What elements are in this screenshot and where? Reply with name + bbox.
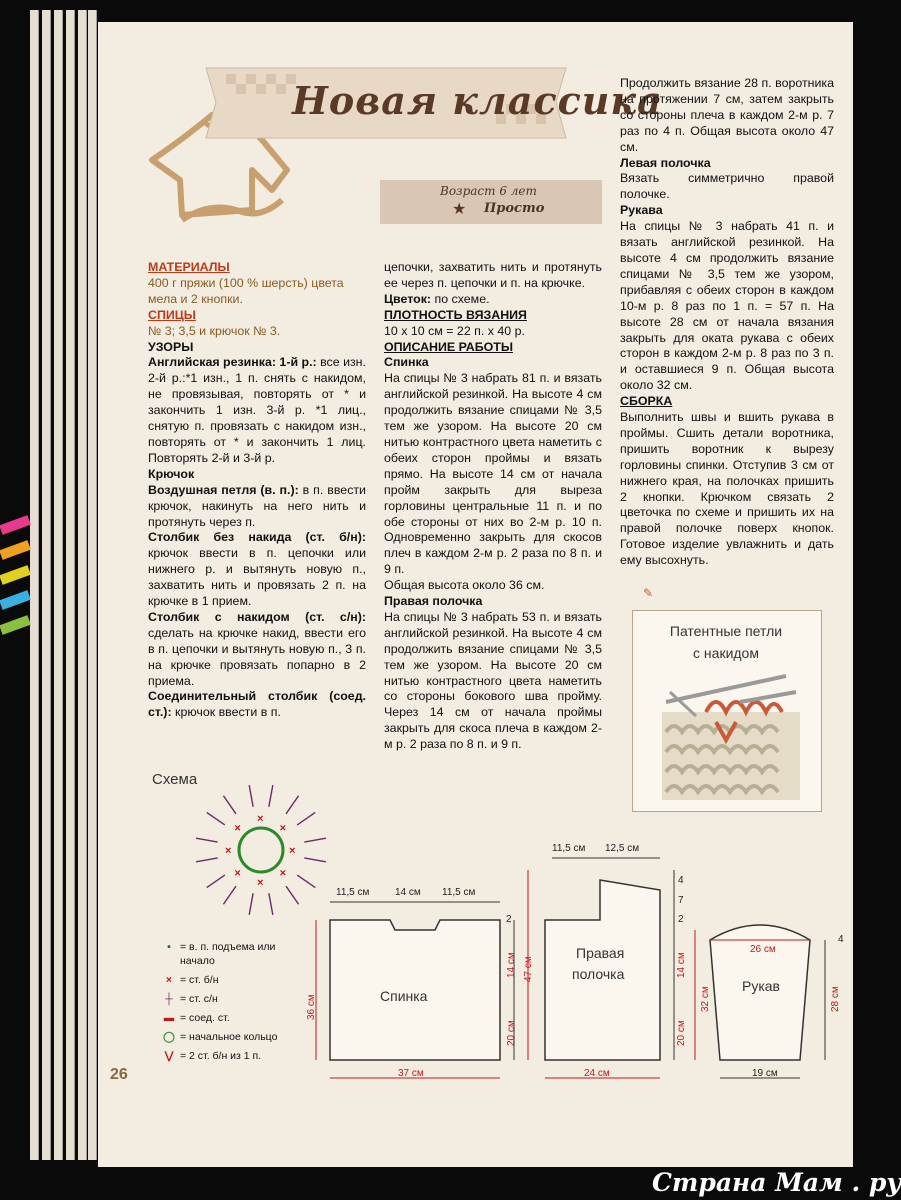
front-dim-e: 20 см [676,1020,687,1046]
star-icon: ★ [452,201,467,218]
vp-heading: Воздушная петля (в. п.): [148,482,299,497]
sc-text: крючок ввести в п. цепочки или нижнего р. и вытянуть новую п., захватить нить и провязать 2 п. на крючке в 1 прием. [148,546,366,609]
stitch-mark [286,886,299,904]
column-2 [384,260,602,753]
legend-item [158,992,300,1006]
end-mark-icon: ✎ [643,586,654,600]
collar-text: Продолжить вязание 28 п. воротника на протяжении 7 см, затем закрыть со стороны плеча в каждом 2-м р. 7 раз по 4 п. Общая высота около 47 см. [620,76,834,154]
front-top-right-dim: 12,5 см [605,843,640,854]
vp-text: в п. ввести крючок, накинуть на него нить и протянуть через п. [148,482,366,529]
hook-heading: Крючок [148,466,195,481]
rib-text: все изн. 2-й р.:*1 изн., 1 п. снять с накидом, не провязывая, повторять от * и закончить 1 изн. 3-й р. *1 лиц., снятую п. провязать с накидом изн., повторять от * и закончить 1 лиц. Повторять 2-й и 3-й р. [148,355,366,465]
back-top-right-dim: 11,5 см [442,887,476,898]
stitch-mark [223,886,236,904]
back-height-dim: 36 см [306,994,317,1020]
back-bottom-dim: 37 см [398,1068,424,1079]
stitch-mark: × [257,877,264,889]
left-front-heading: Левая полочка [620,155,711,170]
patent-title-line1: Патентные петли [669,623,783,639]
column-1 [148,260,366,721]
back-text: На спицы № 3 набрать 81 п. и вязать английской резинкой. На высоте 4 см продолжить вязание спицами № 3,5 тем же узором. На высоте 20 см нитью контрастного цвета наметить с обеих сторон проймы и вязать прямо. На высоте 14 см от начала пройм закрыть для выреза горловины центральные 11 п. и по обе стороны от них во 2-м р. 10 п. Одновременно закрыть для скосов плеч в каждом 2-м р. 2 раза по 8 п. и 9 п. [384,371,602,577]
ring-icon: ◯ [163,1031,175,1043]
needles-heading: СПИЦЫ [148,307,196,322]
stitch-mark: × [279,867,287,880]
description-heading: ОПИСАНИЕ РАБОТЫ [384,339,513,354]
left-front-text: Вязать симметрично правой полочке. [620,171,834,202]
assembly-text: Выполнить швы и вшить рукава в проймы. Сшить детали воротника, пришить воротник к вырезу горловины спинки. Отступив 3 см от нижнего края, на полочках пришить 2 кнопки. Крючком связать 2 цветочка по схеме и пришить их на правой полочке поверх кнопок. Готовое изделие увлажнить и дать ему высохнуть. [620,410,834,568]
column-3 [620,76,834,569]
v-stitch-icon: ⋁ [164,1050,174,1062]
ss-text: крючок ввести в п. [175,705,281,720]
stitch-mark: × [225,845,232,857]
stitch-mark: × [234,822,241,835]
back-right-mid-dim: 14 см [506,952,517,978]
stitch-mark: × [234,867,241,880]
back-heading: Спинка [384,355,429,370]
back-top-mid-dim: 14 см [395,887,421,898]
dc-heading: Столбик с накидом (ст. с/н): [148,609,366,624]
gauge-text: 10 х 10 см = 22 п. х 40 р. [384,323,525,338]
legend-text: = начальное кольцо [180,1031,278,1043]
cont-text: цепочки, захватить нить и протянуть ее через п. цепочки и п. на крючке. [384,260,602,290]
sleeve-right-dim: 28 см [830,986,841,1012]
legend-item [158,940,300,968]
age-label: Возраст 6 лет [440,184,537,198]
patent-title-line2: с накидом [693,645,759,661]
rib-heading: Английская резинка: 1-й р.: [148,355,317,370]
sleeve-bottom-dim: 19 см [752,1068,778,1079]
page-title: Новая классика [292,78,663,123]
front-label-2: полочка [572,966,625,982]
page-edge [78,10,87,1160]
materials-heading: МАТЕРИАЛЫ [148,260,230,274]
page-number: 26 [110,1066,128,1083]
stitch-mark [249,893,253,915]
sleeve-height-dim: 32 см [700,986,711,1012]
legend-item [158,1049,300,1063]
front-dim-c: 2 [678,914,684,925]
ss-heading: Соединительный столбик (соед. ст.): [148,689,366,720]
knitting-illustration [656,672,806,802]
stitch-mark [297,812,315,825]
color-stripes-decoration [0,500,30,680]
watermark: Страна Мам . ру [652,1168,901,1197]
back-label: Спинка [380,988,428,1004]
sleeve-heading: Рукава [620,203,663,218]
sleeve-label: Рукав [742,978,780,994]
gauge-heading: ПЛОТНОСТЬ ВЯЗАНИЯ [384,307,527,322]
back-right-low-dim: 20 см [506,1020,517,1046]
page-edge [88,10,97,1160]
legend-item [158,973,300,987]
stitch-mark [269,893,273,915]
front-height-dim: 47 см [523,956,534,982]
stitch-mark [286,796,299,814]
page-edge [66,10,75,1160]
front-dim-a: 4 [678,875,684,886]
dot-icon: • [167,941,171,953]
stitch-mark: × [279,822,287,835]
legend-text: = в. п. подъема или начало [180,941,276,967]
difficulty-level: Просто [484,201,545,216]
stitch-mark [269,785,273,807]
back-right-top-dim: 2 [506,914,512,925]
legend-text: = ст. б/н [180,974,219,986]
front-dim-b: 7 [678,895,684,906]
front-bottom-dim: 24 см [584,1068,610,1079]
stitch-mark [223,796,236,814]
flower-text: по схеме. [434,291,490,306]
stitch-mark: × [257,813,264,825]
dc-text: сделать на крючке накид, ввести его в п. цепочки и вытянуть новую п., 3 п. на крючке провязать попарно в 2 приема. [148,625,366,688]
legend-text: = ст. с/н [180,993,218,1005]
stitch-mark [249,785,253,807]
legend-text: = соед. ст. [180,1012,230,1024]
scheme-label: Схема [152,771,198,788]
front-label-1: Правая [576,945,625,961]
legend-item [158,1011,300,1025]
stitch-mark [207,812,225,825]
page-edge [54,10,63,1160]
slip-stitch-icon: ▬ [163,1012,175,1024]
needles-text: № 3; 3,5 и крючок № 3. [148,323,281,338]
sleeve-text: На спицы № 3 набрать 41 п. и вязать английской резинкой. На высоте 4 см продолжить вязание спицами № 3,5 тем же узором, прибавляя с обеих сторон в каждом 10-м р. 8 раз по 1 п. = 57 п. На высоте 28 см от начала вязания закрыть для оката рукава с обеих сторон в каждом 2-м р. 8 раз по 3 п. и оставшиеся 9 п. Общая высота около 32 см. [620,219,834,393]
back-total: Общая высота около 36 см. [384,578,545,593]
right-front-text: На спицы № 3 набрать 53 п. и вязать английской резинкой. На высоте 4 см продолжить вязание спицами № 3,5 тем же узором. На высоте 20 см нитью контрастного цвета наметить со стороны бокового шва пройму. Через 14 см от начала проймы закрыть для скоса плеча в каждом 2-м р. 2 раза по 8 п. и 9 п. [384,609,602,752]
sc-heading: Столбик без накида (ст. б/н): [148,530,366,545]
assembly-heading: СБОРКА [620,394,673,409]
front-dim-d: 14 см [676,952,687,978]
flower-heading: Цветок: [384,291,432,306]
sleeve-right-top-dim: 4 [838,934,844,945]
right-front-heading: Правая полочка [384,594,483,609]
patterns-heading: УЗОРЫ [148,339,194,354]
patent-stitch-title [632,620,820,664]
page-edge [42,10,51,1160]
stitch-mark [196,858,218,862]
stitch-mark [196,838,218,842]
materials-text: 400 г пряжи (100 % шерсть) цвета мела и 2 кнопки. [148,275,344,306]
stitch-mark: × [289,845,296,857]
scheme-legend [158,940,300,1068]
pattern-diagrams [300,840,860,1090]
sleeve-top-dim: 26 см [750,944,776,955]
stitch-mark [207,875,225,888]
legend-text: = 2 ст. б/н из 1 п. [180,1050,262,1062]
page-edge [30,10,39,1160]
legend-item [158,1030,300,1044]
back-top-left-dim: 11,5 см [336,887,370,898]
front-top-left-dim: 11,5 см [552,843,586,854]
cross-icon: × [165,974,173,986]
double-crochet-icon: ┼ [165,993,173,1005]
